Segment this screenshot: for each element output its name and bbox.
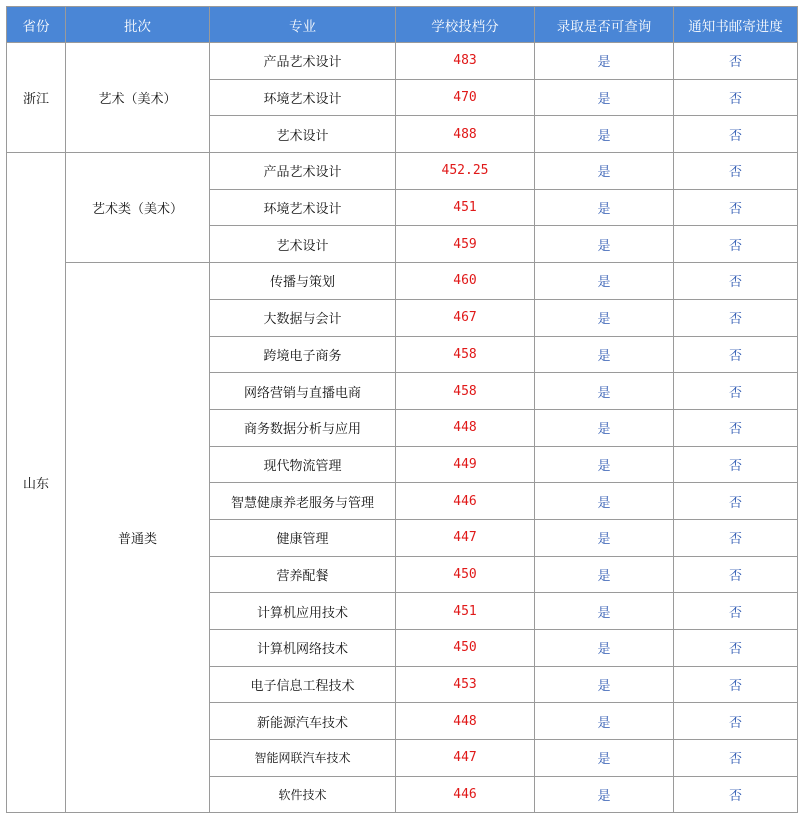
admission-table: [6, 6, 798, 813]
major-cell: 跨境电子商务: [210, 336, 396, 373]
province-cell: 浙江: [7, 43, 66, 153]
major-cell: 环境艺术设计: [210, 79, 396, 116]
score-cell: 451: [396, 593, 535, 630]
major-cell: 新能源汽车技术: [210, 703, 396, 740]
admission-query-cell: 是: [535, 483, 674, 520]
header-notice-progress: 通知书邮寄进度: [674, 7, 798, 43]
notice-progress-cell: 否: [674, 630, 798, 667]
major-cell: 艺术设计: [210, 116, 396, 153]
major-cell: 计算机网络技术: [210, 630, 396, 667]
score-cell: 458: [396, 373, 535, 410]
notice-progress-cell: 否: [674, 776, 798, 813]
major-cell: 软件技术: [210, 776, 396, 813]
admission-query-cell: 是: [535, 630, 674, 667]
notice-progress-cell: 否: [674, 189, 798, 226]
major-cell: 大数据与会计: [210, 299, 396, 336]
notice-progress-cell: 否: [674, 703, 798, 740]
notice-progress-cell: 否: [674, 116, 798, 153]
admission-query-cell: 是: [535, 226, 674, 263]
admission-query-cell: 是: [535, 703, 674, 740]
admission-query-cell: 是: [535, 519, 674, 556]
major-cell: 智慧健康养老服务与管理: [210, 483, 396, 520]
score-cell: 448: [396, 703, 535, 740]
admission-query-cell: 是: [535, 666, 674, 703]
header-major: 专业: [210, 7, 396, 43]
score-cell: 467: [396, 299, 535, 336]
admission-query-cell: 是: [535, 116, 674, 153]
notice-progress-cell: 否: [674, 299, 798, 336]
admission-query-cell: 是: [535, 446, 674, 483]
admission-query-cell: 是: [535, 336, 674, 373]
major-cell: 产品艺术设计: [210, 153, 396, 190]
admission-query-cell: 是: [535, 409, 674, 446]
table-body: [7, 43, 798, 813]
admission-query-cell: 是: [535, 299, 674, 336]
admission-query-cell: 是: [535, 263, 674, 300]
header-batch: 批次: [66, 7, 210, 43]
batch-cell: 普通类: [66, 263, 210, 813]
header-province: 省份: [7, 7, 66, 43]
notice-progress-cell: 否: [674, 593, 798, 630]
score-cell: 488: [396, 116, 535, 153]
admission-query-cell: 是: [535, 79, 674, 116]
notice-progress-cell: 否: [674, 226, 798, 263]
major-cell: 电子信息工程技术: [210, 666, 396, 703]
admission-query-cell: 是: [535, 43, 674, 80]
table-row: [7, 153, 798, 190]
notice-progress-cell: 否: [674, 519, 798, 556]
major-cell: 网络营销与直播电商: [210, 373, 396, 410]
score-cell: 460: [396, 263, 535, 300]
score-cell: 447: [396, 519, 535, 556]
major-cell: 艺术设计: [210, 226, 396, 263]
score-cell: 451: [396, 189, 535, 226]
notice-progress-cell: 否: [674, 556, 798, 593]
score-cell: 483: [396, 43, 535, 80]
notice-progress-cell: 否: [674, 483, 798, 520]
score-cell: 446: [396, 776, 535, 813]
notice-progress-cell: 否: [674, 336, 798, 373]
header-row: [7, 7, 798, 43]
score-cell: 470: [396, 79, 535, 116]
notice-progress-cell: 否: [674, 666, 798, 703]
batch-cell: 艺术类（美术）: [66, 153, 210, 263]
batch-cell: 艺术（美术）: [66, 43, 210, 153]
admission-query-cell: 是: [535, 153, 674, 190]
score-cell: 453: [396, 666, 535, 703]
major-cell: 计算机应用技术: [210, 593, 396, 630]
major-cell: 产品艺术设计: [210, 43, 396, 80]
notice-progress-cell: 否: [674, 153, 798, 190]
score-cell: 448: [396, 409, 535, 446]
notice-progress-cell: 否: [674, 740, 798, 777]
major-cell: 健康管理: [210, 519, 396, 556]
admission-query-cell: 是: [535, 189, 674, 226]
header-score: 学校投档分: [396, 7, 535, 43]
major-cell: 环境艺术设计: [210, 189, 396, 226]
major-cell: 智能网联汽车技术: [210, 740, 396, 777]
score-cell: 450: [396, 630, 535, 667]
score-cell: 452.25: [396, 153, 535, 190]
notice-progress-cell: 否: [674, 446, 798, 483]
score-cell: 447: [396, 740, 535, 777]
admission-query-cell: 是: [535, 373, 674, 410]
major-cell: 传播与策划: [210, 263, 396, 300]
notice-progress-cell: 否: [674, 409, 798, 446]
header-admission-query: 录取是否可查询: [535, 7, 674, 43]
major-cell: 营养配餐: [210, 556, 396, 593]
admission-query-cell: 是: [535, 740, 674, 777]
major-cell: 商务数据分析与应用: [210, 409, 396, 446]
notice-progress-cell: 否: [674, 79, 798, 116]
notice-progress-cell: 否: [674, 43, 798, 80]
score-cell: 446: [396, 483, 535, 520]
table-row: [7, 43, 798, 80]
admission-query-cell: 是: [535, 556, 674, 593]
score-cell: 450: [396, 556, 535, 593]
table-row: [7, 263, 798, 300]
province-cell: 山东: [7, 153, 66, 813]
score-cell: 459: [396, 226, 535, 263]
major-cell: 现代物流管理: [210, 446, 396, 483]
notice-progress-cell: 否: [674, 263, 798, 300]
admission-query-cell: 是: [535, 593, 674, 630]
notice-progress-cell: 否: [674, 373, 798, 410]
score-cell: 449: [396, 446, 535, 483]
score-cell: 458: [396, 336, 535, 373]
admission-query-cell: 是: [535, 776, 674, 813]
